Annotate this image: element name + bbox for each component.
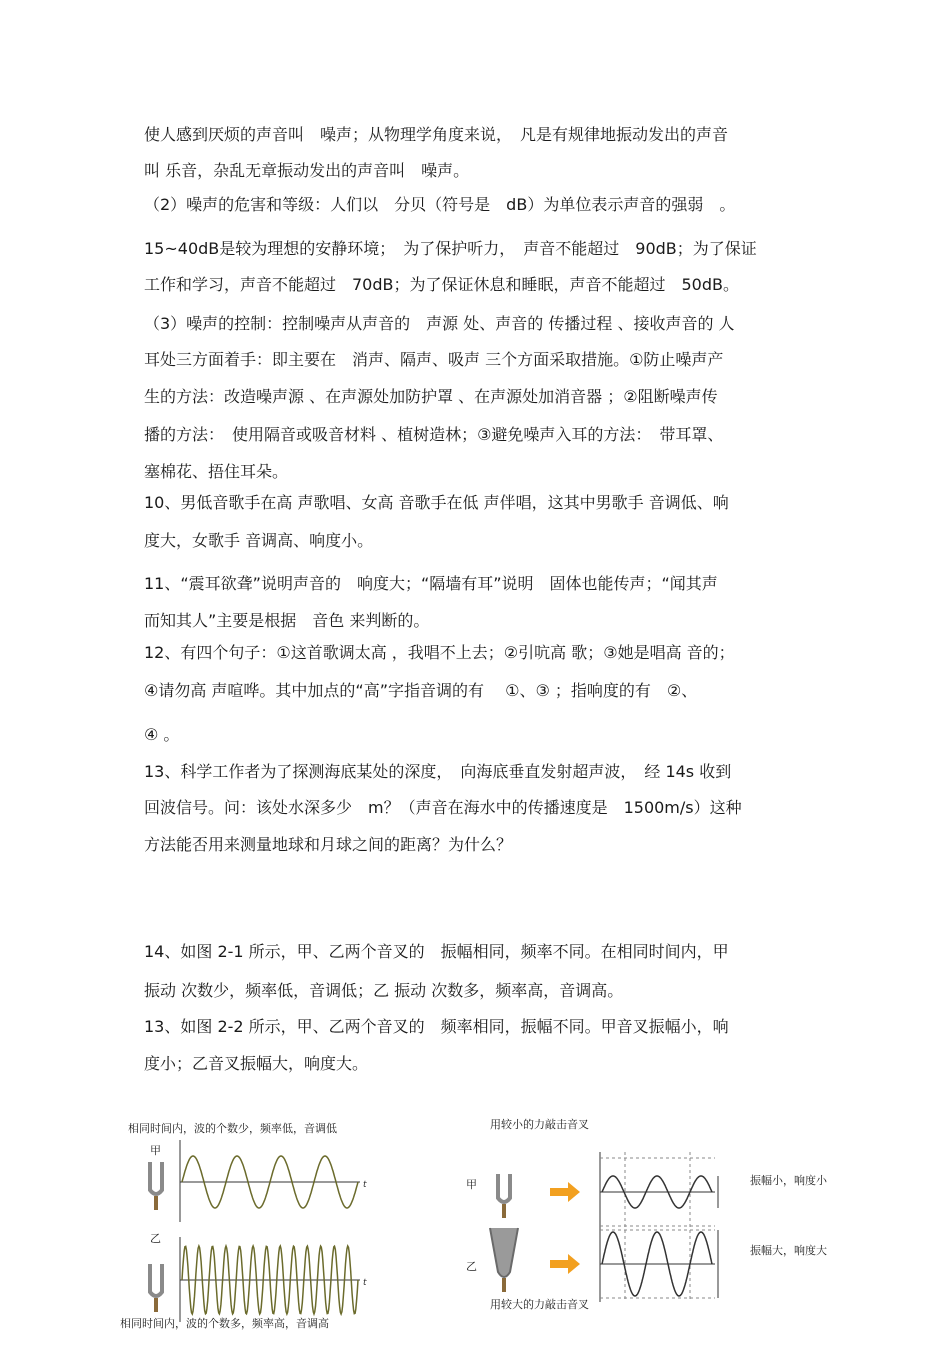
text-line: 13、如图 2-2 所示，甲、乙两个音叉的 频率相同，振幅不同。甲音叉振幅小，响 [144, 1017, 729, 1036]
tuning-fork-yi-icon [150, 1264, 162, 1312]
arrow-right-icon [550, 1182, 580, 1202]
text-line: 工作和学习，声音不能超过 70dB；为了保证休息和睡眠，声音不能超过 50dB。 [144, 275, 739, 294]
fork-label-jia: 甲 [466, 1178, 477, 1191]
figure-caption-top: 用较小的力敲击音叉 [490, 1118, 589, 1131]
text-line: ④请勿高 声喧哗。其中加点的“高”字指音调的有 ①、③ ；指响度的有 ②、 [144, 681, 698, 700]
text-line: 10、男低音歌手在高 声歌唱、女高 音歌手在低 声伴唱，这其中男歌手 音调低、响 [144, 493, 729, 512]
text-line: 15~40dB是较为理想的安静环境； 为了保护听力， 声音不能超过 90dB；为了保证 [144, 239, 757, 258]
text-line: 生的方法：改造噪声源 、在声源处加防护罩 、在声源处加消音器 ；②阻断噪声传 [144, 387, 718, 406]
note-large-amplitude: 振幅大，响度大 [750, 1244, 827, 1257]
text-line: ④ 。 [144, 725, 180, 744]
text-line: 11、“震耳欲聋”说明声音的 响度大；“隔墙有耳”说明 固体也能传声；“闻其声 [144, 574, 718, 593]
figure-caption-bottom: 相同时间内，波的个数多，频率高，音调高 [120, 1317, 329, 1330]
fork-label-yi: 乙 [150, 1232, 161, 1245]
fork-label-jia: 甲 [150, 1144, 161, 1157]
wave-high-frequency [182, 1246, 358, 1314]
text-line: 度大，女歌手 音调高、响度小。 [144, 531, 374, 550]
text-line: 振动 次数少，频率低，音调低；乙 振动 次数多，频率高，音调高。 [144, 981, 624, 1000]
figure-caption-top: 相同时间内，波的个数少，频率低，音调低 [128, 1122, 337, 1135]
text-line: 耳处三方面着手：即主要在 消声、隔声、吸声 三个方面采取措施。①防止噪声产 [144, 350, 724, 369]
text-line: 14、如图 2-1 所示，甲、乙两个音叉的 振幅相同，频率不同。在相同时间内，甲 [144, 942, 729, 961]
text-line: 13、科学工作者为了探测海底某处的深度， 向海底垂直发射超声波， 经 14s 收到 [144, 762, 732, 781]
text-line: 播的方法： 使用隔音或吸音材料 、植树造林；③避免噪声入耳的方法： 带耳罩、 [144, 425, 724, 444]
axis-t-label: t [363, 1180, 367, 1190]
arrow-right-icon [550, 1254, 580, 1274]
text-line: 叫 乐音，杂乱无章振动发出的声音叫 噪声。 [144, 161, 470, 180]
text-line: 塞棉花、捂住耳朵。 [144, 462, 289, 481]
text-line: （2）噪声的危害和等级：人们以 分贝（符号是 dB）为单位表示声音的强弱 。 [144, 195, 736, 214]
text-line: （3）噪声的控制：控制噪声从声音的 声源 处、声音的 传播过程 、接收声音的 人 [144, 314, 735, 333]
text-line: 12、有四个句子：①这首歌调太高 ，我唱不上去；②引吭高 歌；③她是唱高 音的； [144, 643, 735, 662]
tuning-fork-yi-icon [490, 1228, 518, 1292]
fork-label-yi: 乙 [466, 1260, 477, 1273]
text-line: 使人感到厌烦的声音叫 噪声；从物理学角度来说， 凡是有规律地振动发出的声音 [144, 125, 729, 144]
figure-amplitude [460, 1112, 850, 1322]
tuning-fork-jia-icon [498, 1174, 510, 1218]
axis-t-label: t [363, 1278, 367, 1288]
figure-frequency [120, 1112, 380, 1337]
amplitude-waves-svg [460, 1132, 850, 1302]
text-line: 回波信号。问：该处水深多少 m？（声音在海水中的传播速度是 1500m/s）这种 [144, 798, 742, 817]
tuning-fork-jia-icon [150, 1162, 162, 1210]
note-small-amplitude: 振幅小，响度小 [750, 1174, 827, 1187]
text-line: 而知其人”主要是根据 音色 来判断的。 [144, 611, 430, 630]
figure-caption-bottom: 用较大的力敲击音叉 [490, 1298, 589, 1311]
text-line: 方法能否用来测量地球和月球之间的距离？为什么？ [144, 835, 513, 854]
frequency-waves-svg [120, 1132, 380, 1332]
text-line: 度小；乙音叉振幅大，响度大。 [144, 1054, 369, 1073]
